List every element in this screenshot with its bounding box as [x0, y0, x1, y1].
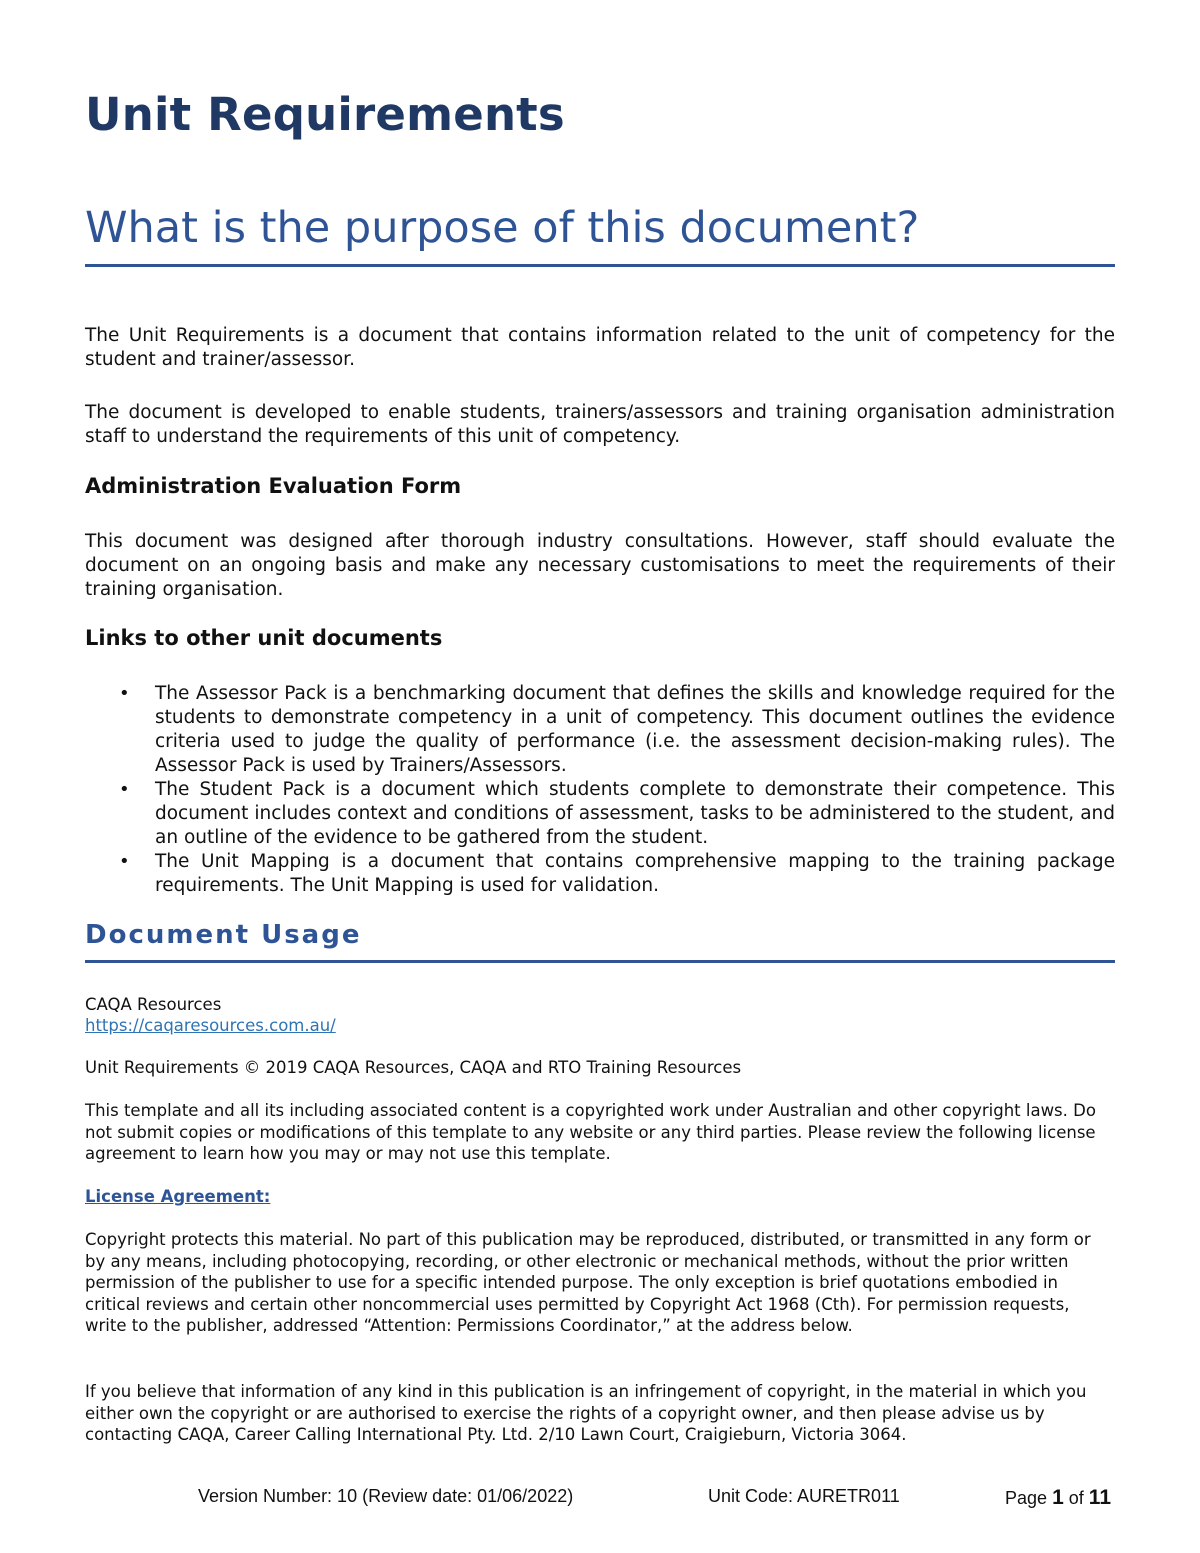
copyright-line: Unit Requirements © 2019 CAQA Resources, CAQA and RTO Training Resources — [85, 1058, 742, 1077]
bullet-icon: • — [119, 851, 130, 872]
list-item — [85, 778, 1115, 850]
template-paragraph: This template and all its including associated content is a copyrighted work under Australian and other copyright laws. Do not submit copies or modifications of this template to any website or any third parties. Please review the following license agreement to learn how you may or may not use this template. — [85, 1101, 1096, 1163]
list-item — [85, 850, 1115, 898]
infringement-paragraph: If you believe that information of any kind in this publication is an infringement of copyright, in the material in which you either own the copyright or are authorised to exercise the rights of a copyright owner, and then please advise us by contacting CAQA, Career Calling International Pty. Ltd. 2/10 Lawn Court, Craigieburn, Victoria 3064. — [85, 1382, 1087, 1444]
bullet-icon: • — [119, 683, 130, 704]
admin-evaluation-paragraph: This document was designed after thorough industry consultations. However, staff should evaluate the document on an ongoing basis and make any necessary customisations to meet the requirements of their training organisation. — [85, 531, 1115, 600]
document-usage-heading: Document Usage — [85, 920, 362, 950]
page-current: 1 — [1052, 1486, 1064, 1509]
links-heading: Links to other unit documents — [85, 626, 443, 650]
bullet-icon: • — [119, 779, 130, 800]
list-item-text: The Student Pack is a document which students complete to demonstrate their competence. This document includes context and conditions of assessment, tasks to be administered to the student, and an outline of the evidence to be gathered from the student. — [155, 779, 1115, 848]
footer-page-number — [1005, 1486, 1111, 1510]
purpose-heading: What is the purpose of this document? — [85, 203, 920, 253]
publisher-url-link[interactable]: https://caqaresources.com.au/ — [85, 1016, 336, 1035]
license-agreement-link[interactable]: License Agreement: — [85, 1187, 271, 1206]
purpose-paragraph-1: The Unit Requirements is a document that contains information related to the unit of competency for the student and trainer/assessor. — [85, 325, 1115, 370]
list-item-text: The Assessor Pack is a benchmarking document that defines the skills and knowledge required for the students to demonstrate competency in a unit of competency. This document outlines the evidence criteria used to judge the quality of performance (i.e. the assessment decision-making rules). The Assessor Pack is used by Trainers/Assessors. — [155, 683, 1115, 776]
publisher-name: CAQA Resources — [85, 995, 222, 1014]
list-item — [85, 682, 1115, 778]
page-of: of — [1068, 1488, 1084, 1508]
page-prefix: Page — [1005, 1488, 1048, 1508]
footer-unit-code: Unit Code: AURETR011 — [708, 1486, 900, 1506]
purpose-paragraph-2: The document is developed to enable students, trainers/assessors and training organisation administration staff to understand the requirements of this unit of competency. — [85, 402, 1115, 447]
list-item-text: The Unit Mapping is a document that contains comprehensive mapping to the training package requirements. The Unit Mapping is used for validation. — [155, 851, 1115, 896]
usage-underline — [85, 960, 1115, 963]
links-list — [85, 682, 1115, 898]
document-title: Unit Requirements — [85, 88, 565, 141]
page-footer — [0, 1486, 1200, 1512]
page-total: 11 — [1088, 1486, 1111, 1509]
footer-version: Version Number: 10 (Review date: 01/06/2022) — [198, 1486, 574, 1506]
publisher-url-line — [85, 1015, 1115, 1037]
heading-underline — [85, 264, 1115, 267]
license-paragraph: Copyright protects this material. No part of this publication may be reproduced, distributed, or transmitted in any form or by any means, including photocopying, recording, or other electronic or mechanical methods, without the prior written permission of the publisher to use for a specific intended purpose. The only exception is brief quotations embodied in critical reviews and certain other noncommercial uses permitted by Copyright Act 1968 (Cth). For permission requests, write to the publisher, addressed “Attention: Permissions Coordinator,” at the address below. — [85, 1230, 1091, 1335]
admin-evaluation-heading: Administration Evaluation Form — [85, 474, 462, 498]
